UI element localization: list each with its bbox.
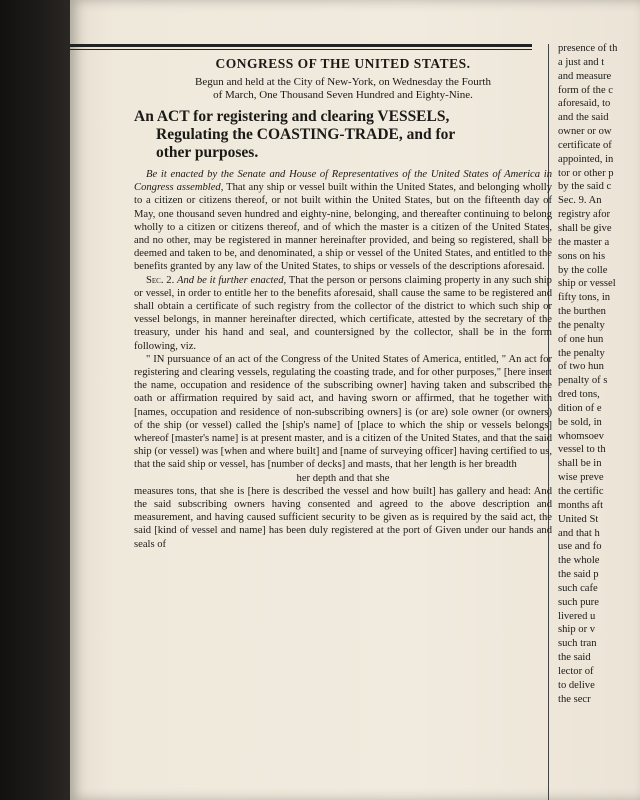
session-line-1: Begun and held at the City of New-York, on Wednesday the Fourth (195, 76, 491, 88)
side-column-line: registry afor (558, 209, 611, 221)
side-column-line: by the colle (558, 264, 608, 276)
paragraph-text: That the person or persons claiming property in any such ship or vessel, in order to entitle her to the benefits aforesaid, shall cause the same to be registered and shall obtain a certificate of such registry from the collector of the district to which such ship or vessel belongs, in manner hereinafter directed, which certificate, attested by the secretary of the treasury, under his hand and seal, and countersigned by the collector, shall be in the form following, viz. (134, 274, 552, 352)
side-column-line: the master a (558, 236, 610, 248)
side-column-line: such pure (558, 596, 599, 608)
side-column-line: livered u (558, 610, 596, 622)
side-column-line: to delive (558, 679, 595, 691)
side-column-line: fifty tons, in (558, 292, 611, 304)
session-note (134, 76, 552, 102)
header-rule-thick (70, 44, 532, 47)
section-number: Sec. 2. (146, 274, 175, 286)
act-title-line-2: Regulating the COASTING-TRADE, and for (156, 126, 456, 143)
side-column-line: presence of th (558, 43, 618, 54)
side-column-line: dred tons, (558, 389, 600, 401)
act-title (134, 108, 552, 162)
side-column-line: use and fo (558, 541, 602, 553)
blank-line-depth: her depth and that she (296, 472, 390, 484)
binding-shadow (0, 0, 70, 800)
paragraph-text: That any ship or vessel built within the United States, and belonging wholly to a citizen or citizens thereof, or not built within the United States, but on the fifteenth day of May, one thousand seven hundred and eighty-nine, belonging, and thereafter continuing to belong wholly to a citizen or citizens thereof, and of which the master is a citizen of the United States, and no other, may be registered in manner hereinafter provided, and being so registered, shall be deemed and taken to be, and denominated, a ship or vessel of the United States, and entitled to the benefits granted by any law of the United States, to ships or vessels of the descriptions aforesaid. (134, 182, 552, 273)
side-column-line: the penalty (558, 319, 605, 331)
side-column-line: wise preve (558, 472, 604, 484)
side-column-line: vessel to th (558, 444, 606, 456)
side-column-line: and measure (558, 70, 612, 82)
session-line-2: of March, One Thousand Seven Hundred and Eighty-Nine. (213, 89, 473, 101)
paragraph-closing: measures tons, that she is [here is described the vessel and how built] has gallery and head: And the said subscribing owners having consented and agreed to the above description and measurement, and having caused sufficient security to be given as is required by the said act, the said [kind of vessel and name] has been duly registered at the port of Given under our hands and seals of (134, 485, 552, 550)
side-column-line: certificate of (558, 139, 612, 151)
side-column-line: Sec. 9. An (558, 195, 602, 207)
act-title-line-1: An ACT for registering and clearing VESSELS, (134, 108, 450, 125)
act-body (134, 168, 552, 551)
side-column-line: the said (558, 652, 591, 664)
side-column-line: tor or other p (558, 167, 614, 179)
side-column-line: by the said c (558, 181, 612, 193)
side-column-line: the certific (558, 486, 604, 497)
side-column-line: ship or v (558, 624, 596, 636)
side-column-line: appointed, in (558, 153, 614, 165)
side-column-line: a just and t (558, 56, 605, 68)
header-rule-thin (70, 49, 532, 50)
side-column-line: the said p (558, 569, 599, 581)
adjacent-column (558, 42, 640, 707)
side-column-line: such tran (558, 638, 597, 650)
paragraph-enacting-clause (134, 168, 552, 274)
side-column-line: the penalty (558, 347, 605, 359)
side-column-line: whomsoev (558, 430, 604, 442)
side-column-line: aforesaid, to (558, 98, 611, 110)
side-column-line: months aft (558, 499, 604, 511)
side-column-line: and the said (558, 112, 609, 124)
side-column-line: form of the c (558, 84, 614, 96)
side-column-line: dition of e (558, 402, 602, 414)
side-column-line: penalty of s (558, 375, 608, 387)
side-column-line: sons on his (558, 250, 606, 262)
side-column-line: the burthen (558, 306, 606, 318)
side-column-line: lector of (558, 665, 594, 677)
masthead: CONGRESS OF THE UNITED STATES. (215, 56, 471, 71)
side-column-line: be sold, in (558, 416, 602, 428)
side-column-line: United St (558, 513, 599, 525)
paragraph-section-2 (134, 274, 552, 353)
side-column-line: of one hun (558, 333, 604, 345)
side-column-line: of two hun (558, 361, 604, 373)
act-title-line-3: other purposes. (156, 144, 259, 161)
side-column-line: and that h (558, 527, 600, 539)
section-lead: And be it further enacted, (177, 274, 287, 286)
side-column-line: such cafe (558, 582, 598, 594)
side-column-line: owner or ow (558, 126, 612, 138)
side-column-line: shall be give (558, 222, 612, 234)
paragraph-certificate-form (134, 353, 552, 472)
side-column-line: ship or vessel (558, 278, 616, 290)
paragraph-text: " IN pursuance of an act of the Congress of the United States of America, entitled, " An act for registering and clearing vessels, regulating the coasting trade, and for other purposes," [here insert the name, occupation and residence of the subscribing owner] having taken and subscribed the oath or affirmation required by said act, and having sworn or affirmed, that he together with [names, occupation and residence of non-subscribing owners] is (or are) sole owner (or owners) of the ship (or vessel) called the [ship's name] of [place to which the ship or vessels belongs] whereof [master's name] is at present master, and is a citizen of the United States, and that the said ship (or vessel) was [when and where built] and [name of surveying officer] having certified to us, that the said ship or vessel, has [number of decks] and masts, that her length is her breadth (134, 353, 552, 471)
side-column-line: the whole (558, 555, 600, 567)
side-column-line: the secr (558, 693, 591, 705)
enacting-phrase: Be it enacted by the Senate and House of Representatives of the United States of America in Congress assembled, (134, 169, 552, 194)
side-column-line: shall be in (558, 458, 602, 470)
main-column (134, 56, 552, 551)
